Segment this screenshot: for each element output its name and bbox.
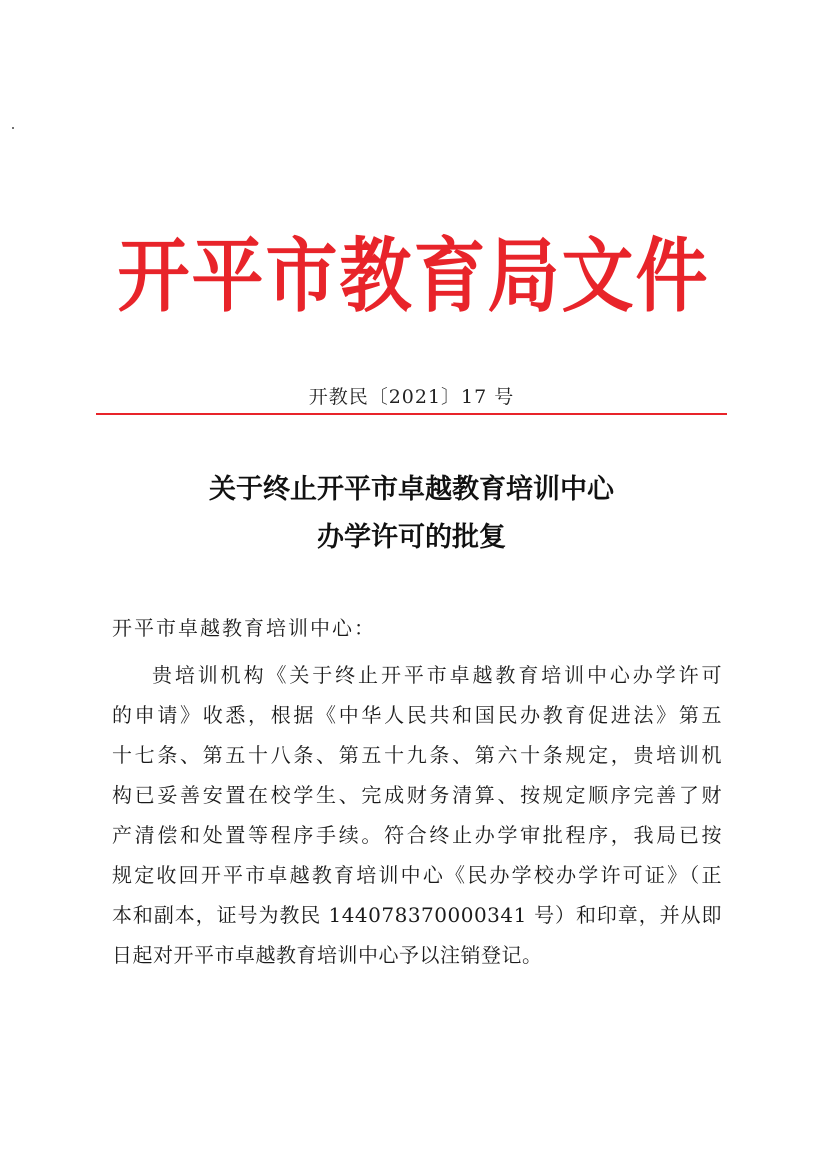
body-line: 日起对开平市卓越教育培训中心予以注销登记。	[112, 943, 543, 967]
document-number: 开教民〔2021〕17 号	[308, 386, 515, 408]
document-masthead: 开平市教育局文件	[117, 229, 710, 324]
body-line: 贵培训机构《关于终止开平市卓越教育培训中心办学许可	[152, 663, 722, 687]
body-line: 本和副本，证号为教民 144078370000341 号）和印章，并从即	[112, 903, 722, 927]
red-divider-line	[96, 413, 727, 415]
title-line-1: 关于终止开平市卓越教育培训中心	[209, 474, 614, 505]
document-title	[96, 466, 727, 562]
document-body	[112, 655, 722, 975]
salutation: 开平市卓越教育培训中心：	[112, 616, 376, 640]
title-line-2: 办学许可的批复	[317, 522, 506, 553]
body-line: 十七条、第五十八条、第五十九条、第六十条规定，贵培训机	[112, 743, 722, 767]
body-line: 构已妥善安置在校学生、完成财务清算、按规定顺序完善了财	[112, 783, 722, 807]
scan-speck	[12, 127, 14, 129]
body-line: 产清偿和处置等程序手续。符合终止办学审批程序，我局已按	[112, 823, 722, 847]
body-line: 规定收回开平市卓越教育培训中心《民办学校办学许可证》（正	[112, 863, 722, 887]
body-line: 的申请》收悉，根据《中华人民共和国民办教育促进法》第五	[112, 703, 722, 727]
